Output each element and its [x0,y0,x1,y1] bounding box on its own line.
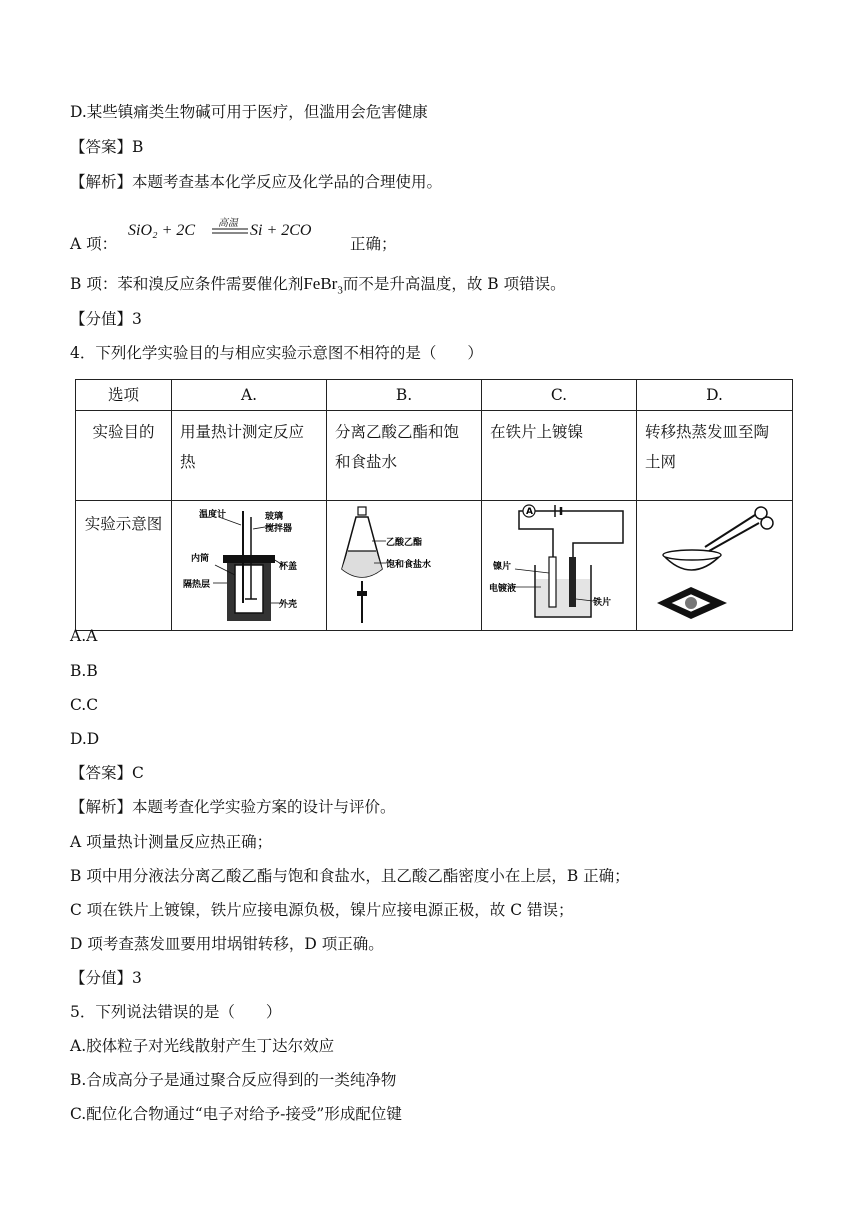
purpose-d: 转移热蒸发皿至陶土网 [637,411,793,501]
question-5-option-a: A.胶体粒子对光线散射产生丁达尔效应 [70,1037,335,1055]
option-c: C.C [70,696,99,714]
question-4: 4．下列化学实验目的与相应实验示意图不相符的是（ ） [70,344,483,362]
purpose-row-label: 实验目的 [76,411,172,501]
purpose-b: 分离乙酸乙酯和饱和食盐水 [327,411,482,501]
table-header-row [76,380,793,411]
explanation-a: A 项量热计测量反应热正确； [70,833,273,851]
label-stirrer: 搅拌器 [265,524,293,534]
figure-d-cell [637,501,793,631]
explanation-c: C 项在铁片上镀镍，铁片应接电源负极，镍片应接电源正极，故 C 错误； [70,901,574,919]
label-outer-shell: 外壳 [279,600,298,610]
figure-row [76,501,793,631]
equals-sign-icon [212,226,252,236]
option-d: D.D [70,730,100,748]
catalyst-subscript: 3 [337,284,343,297]
purpose-a: 用量热计测定反应热 [172,411,327,501]
header-option: 选项 [76,380,172,411]
option-a: A.A [70,627,98,645]
separatory-funnel-diagram [334,503,474,628]
item-b-text-post: 而不是升高温度，故 B 项错误。 [342,275,566,293]
header-c: C. [482,380,637,411]
figure-a-cell [172,501,327,631]
question-5-option-c: C.配位化合物通过“电子对给予-接受”形成配位键 [70,1105,402,1123]
question-5: 5．下列说法错误的是（ ） [70,1003,282,1021]
item-a-prefix: A 项： [70,235,118,253]
catalyst-formula [303,274,343,297]
label-ethyl-acetate: 乙酸乙酯 [386,538,423,548]
figure-c-cell [482,501,637,631]
question-5-option-b: B.合成高分子是通过聚合反应得到的一类纯净物 [70,1071,397,1089]
answer-4: 【答案】C [70,764,144,782]
figure-b-cell [327,501,482,631]
analysis-4: 【解析】本题考查化学实验方案的设计与评价。 [70,798,396,816]
label-brine: 饱和食盐水 [386,560,432,570]
item-a-correct: 正确； [350,235,397,253]
answer-previous: 【答案】B [70,138,144,156]
electroplating-diagram [489,503,629,628]
purpose-c: 在铁片上镀镍 [482,411,637,501]
explanation-d: D 项考查蒸发皿要用坩埚钳转移，D 项正确。 [70,935,384,953]
label-thermometer: 温度计 [199,510,227,520]
header-d: D. [637,380,793,411]
figure-row-label-text: 实验示意图 [84,515,163,533]
option-b: B.B [70,662,98,680]
score-previous: 【分值】3 [70,310,142,328]
equation-rhs: Si + 2CO [250,222,312,239]
catalyst-name: FeBr [303,274,338,293]
label-iron-plate: 铁片 [593,598,612,608]
ammeter-label: A [526,507,533,517]
explanation-b: B 项中用分液法分离乙酸乙酯与饱和食盐水，且乙酸乙酯密度小在上层，B 正确； [70,867,630,885]
equation-lhs: SiO₂ + 2C [128,222,196,239]
option-d-previous: D.某些镇痛类生物碱可用于医疗，但滥用会危害健康 [70,103,428,121]
analysis-previous: 【解析】本题考查基本化学反应及化学品的合理使用。 [70,173,443,191]
score-4: 【分值】3 [70,969,142,987]
chemical-equation [128,214,343,250]
calorimeter-diagram [179,503,319,628]
label-nickel-plate: 镍片 [493,562,512,572]
figure-row-label [76,501,172,631]
label-plating-solution: 电镀液 [489,584,517,594]
header-b: B. [327,380,482,411]
item-b-line [70,274,566,300]
experiment-table [75,379,793,631]
item-b-text-pre: B 项：苯和溴反应条件需要催化剂 [70,275,304,293]
equation-condition: 高温 [218,218,238,229]
label-inner-cylinder: 内筒 [191,554,210,564]
label-glass: 玻璃 [265,512,284,522]
label-insulation: 隔热层 [183,580,211,590]
crucible-tongs-diagram [645,503,785,628]
label-lid: 杯盖 [279,562,298,572]
header-a: A. [172,380,327,411]
purpose-row [76,411,793,501]
